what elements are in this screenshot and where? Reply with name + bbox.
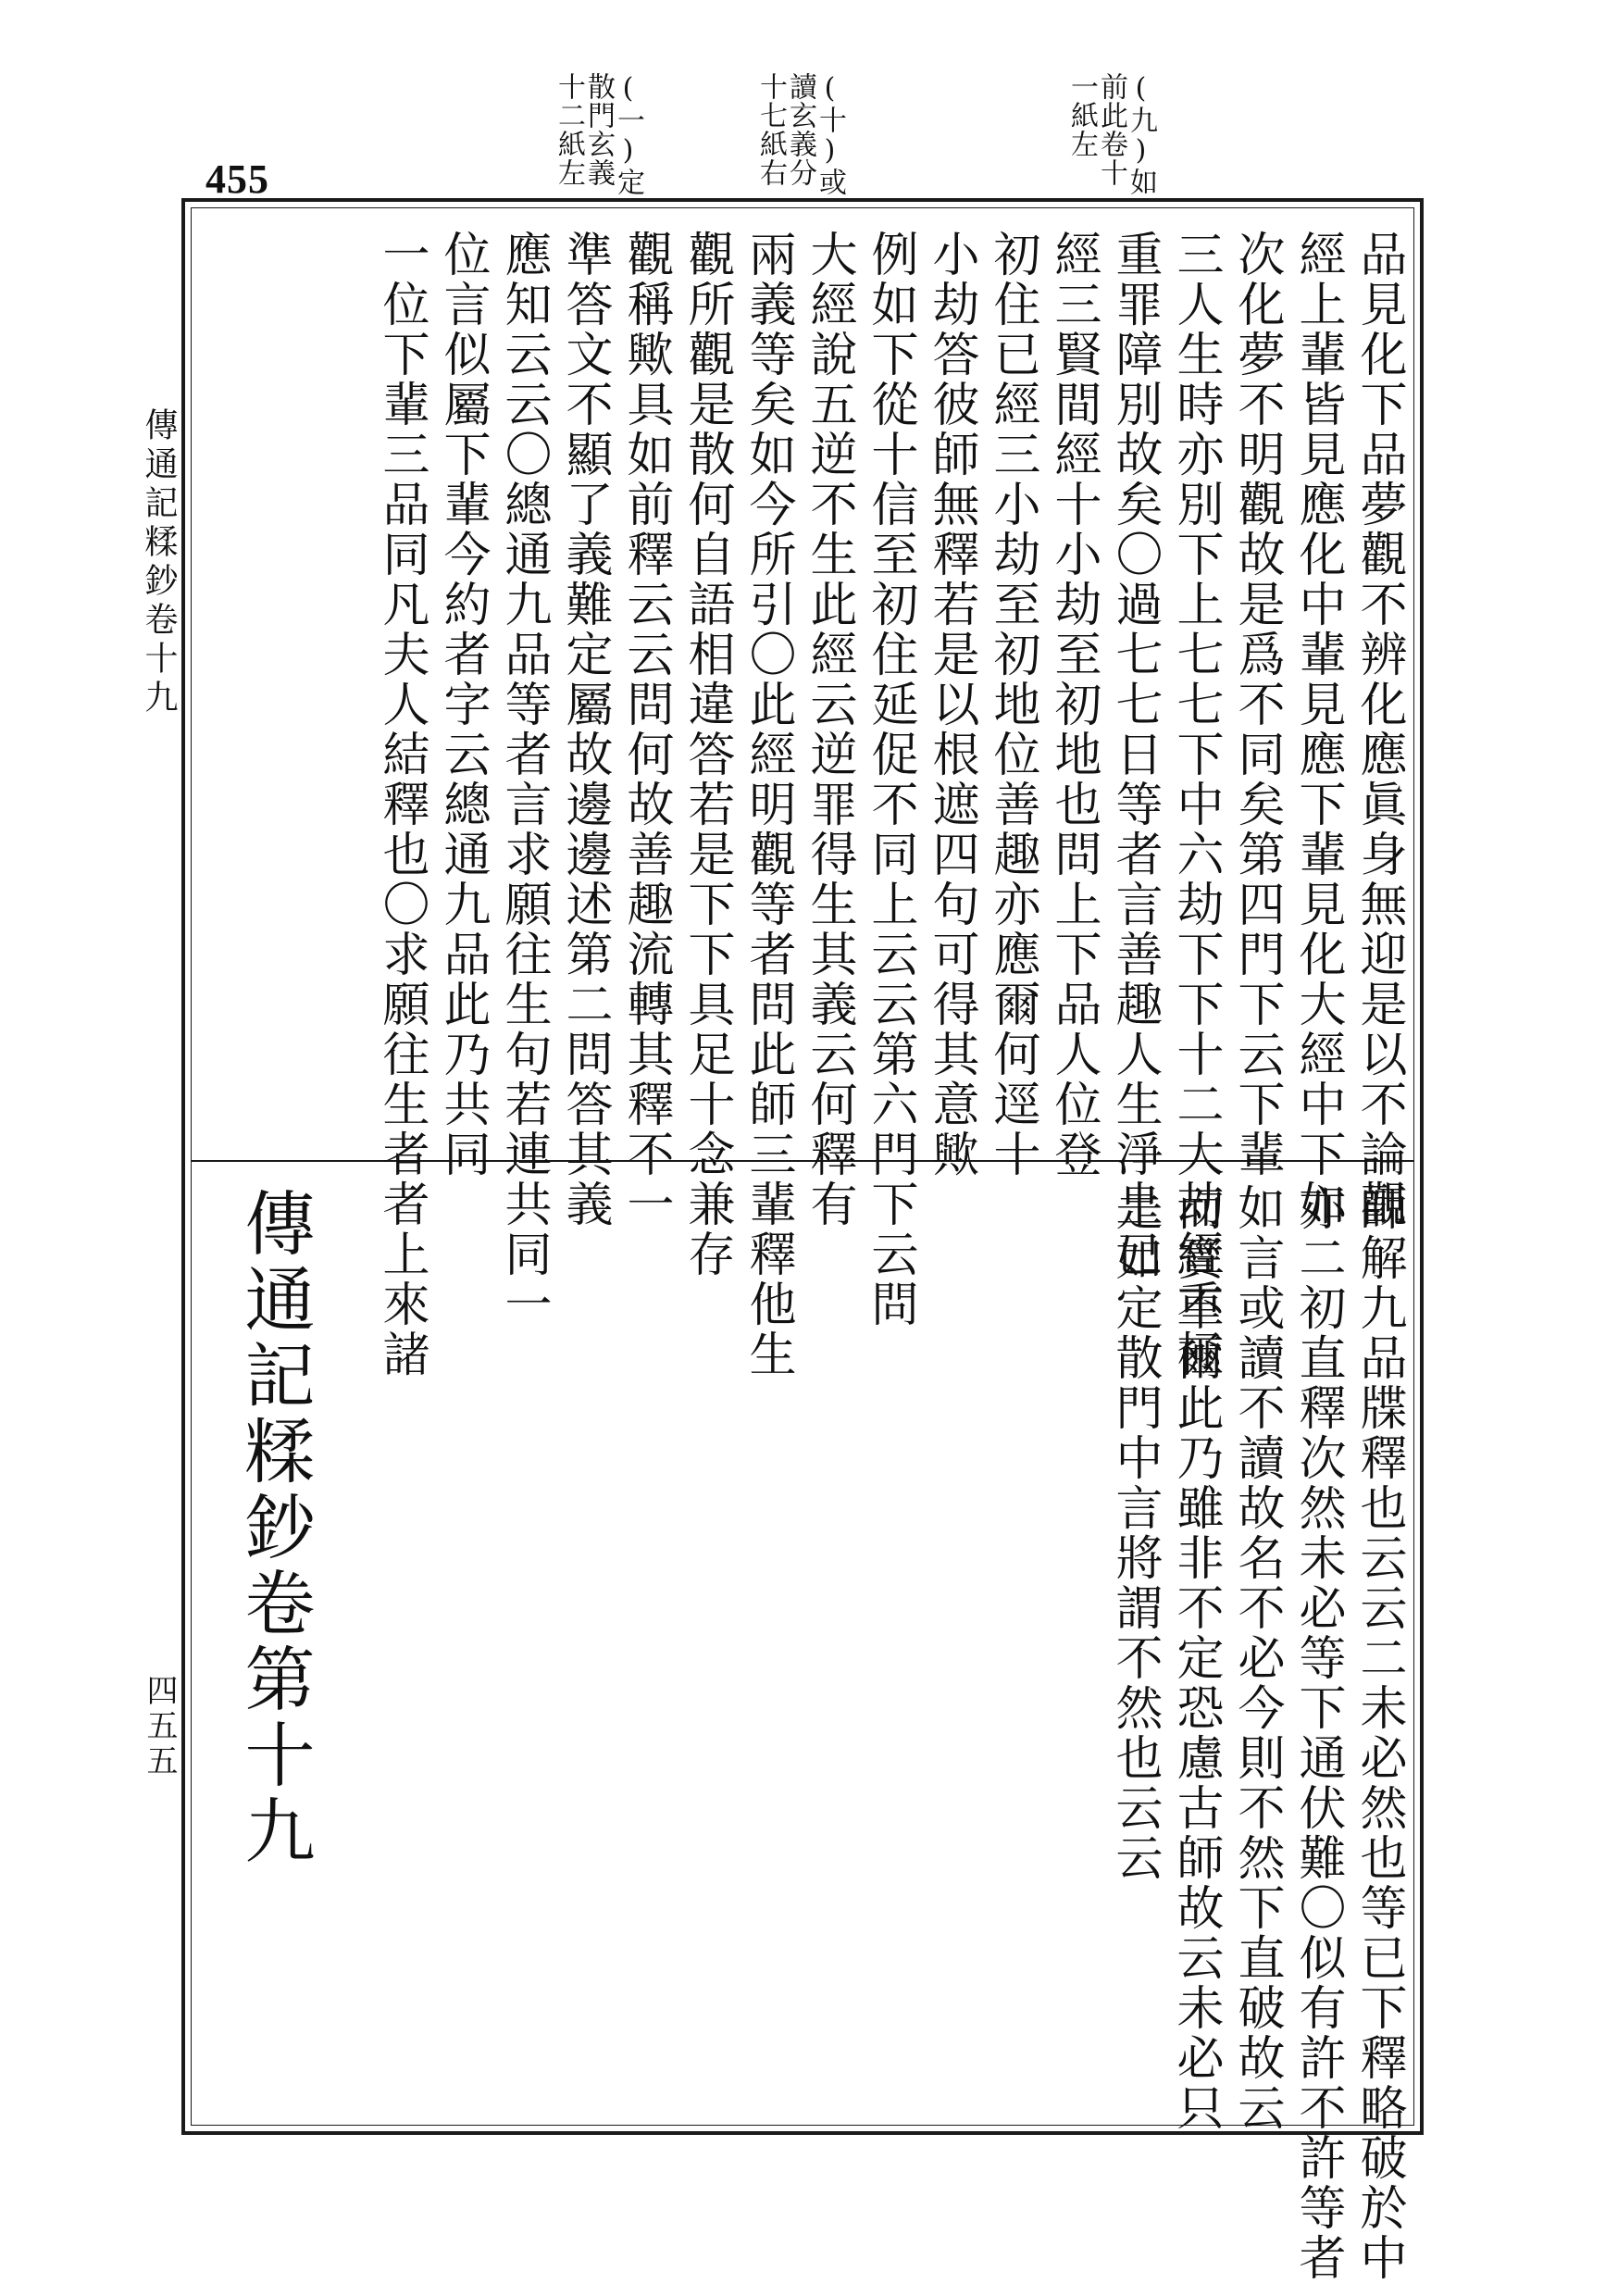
headnote-marker: (九) bbox=[1125, 72, 1157, 168]
page-number: 455 bbox=[205, 156, 269, 202]
text-column: 經三賢間經十小劫至初地也問上下品人位登 bbox=[1046, 230, 1101, 1179]
text-column: 觀稱歟具如前釋云云問何故善趣流轉其釋不一 bbox=[618, 230, 673, 1229]
text-column: 小劫答彼師無釋若是以根遮四句可得其意歟 bbox=[924, 230, 978, 1179]
text-column: 如言或讀不讀故名不必今則不然下直破故云 bbox=[1229, 1183, 1284, 2133]
text-column: 準答文不顯了義難定屬故邊邊述第二問答其義 bbox=[557, 230, 612, 1229]
headnote-text: 定散門玄義十二紙左 bbox=[553, 72, 644, 196]
text-column: 經上輩皆見應化中輩見應下輩見化大經中下如 bbox=[1290, 230, 1345, 1229]
headnote-text: 或讀玄義分十七紙右 bbox=[754, 72, 846, 196]
text-column: 觀所觀是散何自語相違答若是下下具足十念兼存 bbox=[679, 230, 734, 1279]
text-column: 兩義等矣如今所引〇此經明觀等者問此師三輩釋他生 bbox=[741, 230, 795, 1379]
folio: 四五五 bbox=[141, 1674, 178, 1779]
text-column: 師解九品牒釋也云云二未必然也等已下釋略破於中 bbox=[1351, 1183, 1406, 2283]
text-column: 三人生時亦別下上七七下中六劫下下十二大劫經重極 bbox=[1168, 230, 1223, 1379]
text-column: 次化夢不明觀故是爲不同矣第四門下云下輩 bbox=[1229, 230, 1284, 1179]
text-column: 例如下從十信至初住延促不同上云云第六門下云問 bbox=[863, 230, 917, 1329]
text-column: 初住已經三小劫至初地位善趣亦應爾何逕十 bbox=[985, 230, 1039, 1179]
headnote-text: 如前此卷十一紙左 bbox=[1065, 72, 1157, 196]
headnote-ninth bbox=[1066, 72, 1155, 211]
text-column: 位言似屬下輩今約者字云總通九品此乃共同 bbox=[435, 230, 490, 1179]
upper-register bbox=[370, 230, 1409, 1379]
volume-colophon: 傳通記糅鈔卷第十九 bbox=[233, 1187, 316, 1870]
headnote-marker: (十) bbox=[814, 72, 846, 168]
text-column: 而實不爾此乃雖非不定恐慮古師故云未必只 bbox=[1168, 1183, 1223, 2133]
headnote-marker: (一) bbox=[612, 72, 644, 168]
text-column: 應知云云〇總通九品等者言求願往生句若連共同一 bbox=[496, 230, 551, 1329]
text-column: 大經說五逆不生此經云逆罪得生其義云何釋有 bbox=[802, 230, 856, 1229]
text-column: 一位下輩三品同凡夫人結釋也〇求願往生者者上來諸 bbox=[374, 230, 429, 1379]
text-column: 亦二初直釋次然未必等下通伏難〇似有許不許等者 bbox=[1290, 1183, 1345, 2283]
text-column: 重罪障別故矣〇過七七日等者言善趣人生淨土已 bbox=[1107, 230, 1162, 1279]
headnote-tenth bbox=[755, 72, 844, 211]
text-column: 是如定散門中言將謂不然也云云 bbox=[1107, 1183, 1162, 1883]
text-column: 品見化下品夢觀不辨化應眞身無迎是以不論觀 bbox=[1351, 230, 1406, 1229]
lower-register bbox=[1103, 1183, 1409, 2283]
running-title: 傳通記糅鈔卷十九 bbox=[140, 407, 178, 718]
headnote-first bbox=[554, 72, 642, 211]
